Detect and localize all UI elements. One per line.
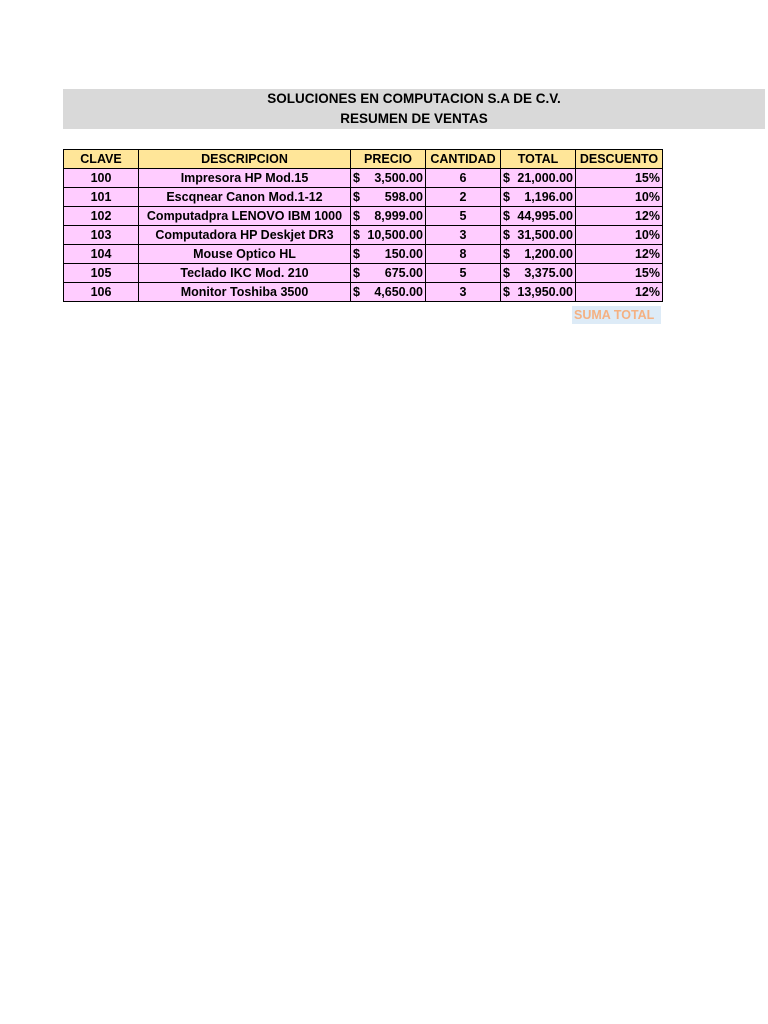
report-subtitle: RESUMEN DE VENTAS (340, 111, 488, 126)
total-amount: 1,200.00 (524, 247, 573, 261)
cell-clave[interactable]: 104 (64, 245, 139, 264)
cell-precio[interactable] (351, 226, 426, 245)
cell-clave[interactable]: 100 (64, 169, 139, 188)
currency-symbol: $ (503, 285, 510, 299)
column-header-cantidad[interactable]: CANTIDAD (426, 150, 501, 169)
sales-table (63, 149, 663, 302)
total-amount: 31,500.00 (517, 228, 573, 242)
precio-amount: 598.00 (384, 190, 423, 204)
precio-amount: 4,650.00 (374, 285, 423, 299)
currency-symbol: $ (353, 171, 360, 185)
column-header-precio[interactable]: PRECIO (351, 150, 426, 169)
cell-clave[interactable]: 103 (64, 226, 139, 245)
cell-descuento[interactable]: 12% (576, 207, 663, 226)
currency-symbol: $ (353, 247, 360, 261)
cell-cantidad[interactable]: 6 (426, 169, 501, 188)
cell-descripcion[interactable]: Computadora HP Deskjet DR3 (139, 226, 351, 245)
table-row (64, 188, 663, 207)
cell-precio[interactable] (351, 283, 426, 302)
table-row (64, 245, 663, 264)
cell-precio[interactable] (351, 169, 426, 188)
column-header-total[interactable]: TOTAL (501, 150, 576, 169)
precio-amount: 8,999.00 (374, 209, 423, 223)
cell-total[interactable] (501, 169, 576, 188)
precio-amount: 3,500.00 (374, 171, 423, 185)
cell-descuento[interactable]: 10% (576, 188, 663, 207)
currency-symbol: $ (503, 266, 510, 280)
cell-descuento[interactable]: 10% (576, 226, 663, 245)
precio-amount: 150.00 (384, 247, 423, 261)
cell-descuento[interactable]: 12% (576, 283, 663, 302)
currency-symbol: $ (503, 247, 510, 261)
cell-descuento[interactable]: 15% (576, 169, 663, 188)
total-amount: 44,995.00 (517, 209, 573, 223)
currency-symbol: $ (503, 171, 510, 185)
currency-symbol: $ (353, 266, 360, 280)
total-amount: 13,950.00 (517, 285, 573, 299)
cell-total[interactable] (501, 264, 576, 283)
table-row (64, 226, 663, 245)
suma-total-label[interactable]: SUMA TOTAL (572, 306, 661, 324)
currency-symbol: $ (503, 209, 510, 223)
cell-cantidad[interactable]: 5 (426, 264, 501, 283)
currency-symbol: $ (353, 228, 360, 242)
cell-precio[interactable] (351, 264, 426, 283)
cell-descuento[interactable]: 15% (576, 264, 663, 283)
cell-cantidad[interactable]: 5 (426, 207, 501, 226)
cell-precio[interactable] (351, 188, 426, 207)
currency-symbol: $ (503, 228, 510, 242)
table-body (64, 169, 663, 302)
cell-clave[interactable]: 102 (64, 207, 139, 226)
report-title-block (63, 89, 765, 129)
cell-total[interactable] (501, 207, 576, 226)
currency-symbol: $ (353, 285, 360, 299)
table-row (64, 207, 663, 226)
cell-total[interactable] (501, 188, 576, 207)
table-row (64, 264, 663, 283)
cell-cantidad[interactable]: 3 (426, 283, 501, 302)
cell-descuento[interactable]: 12% (576, 245, 663, 264)
column-header-descuento[interactable]: DESCUENTO (576, 150, 663, 169)
cell-descripcion[interactable]: Impresora HP Mod.15 (139, 169, 351, 188)
cell-total[interactable] (501, 283, 576, 302)
cell-descripcion[interactable]: Computadpra LENOVO IBM 1000 (139, 207, 351, 226)
total-amount: 1,196.00 (524, 190, 573, 204)
cell-clave[interactable]: 101 (64, 188, 139, 207)
cell-cantidad[interactable]: 8 (426, 245, 501, 264)
cell-clave[interactable]: 106 (64, 283, 139, 302)
column-header-descripcion[interactable]: DESCRIPCION (139, 150, 351, 169)
currency-symbol: $ (353, 209, 360, 223)
cell-descripcion[interactable]: Escqnear Canon Mod.1-12 (139, 188, 351, 207)
cell-clave[interactable]: 105 (64, 264, 139, 283)
cell-descripcion[interactable]: Teclado IKC Mod. 210 (139, 264, 351, 283)
cell-cantidad[interactable]: 2 (426, 188, 501, 207)
currency-symbol: $ (503, 190, 510, 204)
precio-amount: 675.00 (384, 266, 423, 280)
cell-total[interactable] (501, 245, 576, 264)
precio-amount: 10,500.00 (367, 228, 423, 242)
table-row (64, 283, 663, 302)
cell-total[interactable] (501, 226, 576, 245)
cell-descripcion[interactable]: Mouse Optico HL (139, 245, 351, 264)
total-amount: 3,375.00 (524, 266, 573, 280)
cell-precio[interactable] (351, 207, 426, 226)
table-header-row (64, 150, 663, 169)
column-header-clave[interactable]: CLAVE (64, 150, 139, 169)
cell-descripcion[interactable]: Monitor Toshiba 3500 (139, 283, 351, 302)
total-amount: 21,000.00 (517, 171, 573, 185)
cell-cantidad[interactable]: 3 (426, 226, 501, 245)
company-name: SOLUCIONES EN COMPUTACION S.A DE C.V. (267, 91, 561, 106)
table-row (64, 169, 663, 188)
cell-precio[interactable] (351, 245, 426, 264)
currency-symbol: $ (353, 190, 360, 204)
